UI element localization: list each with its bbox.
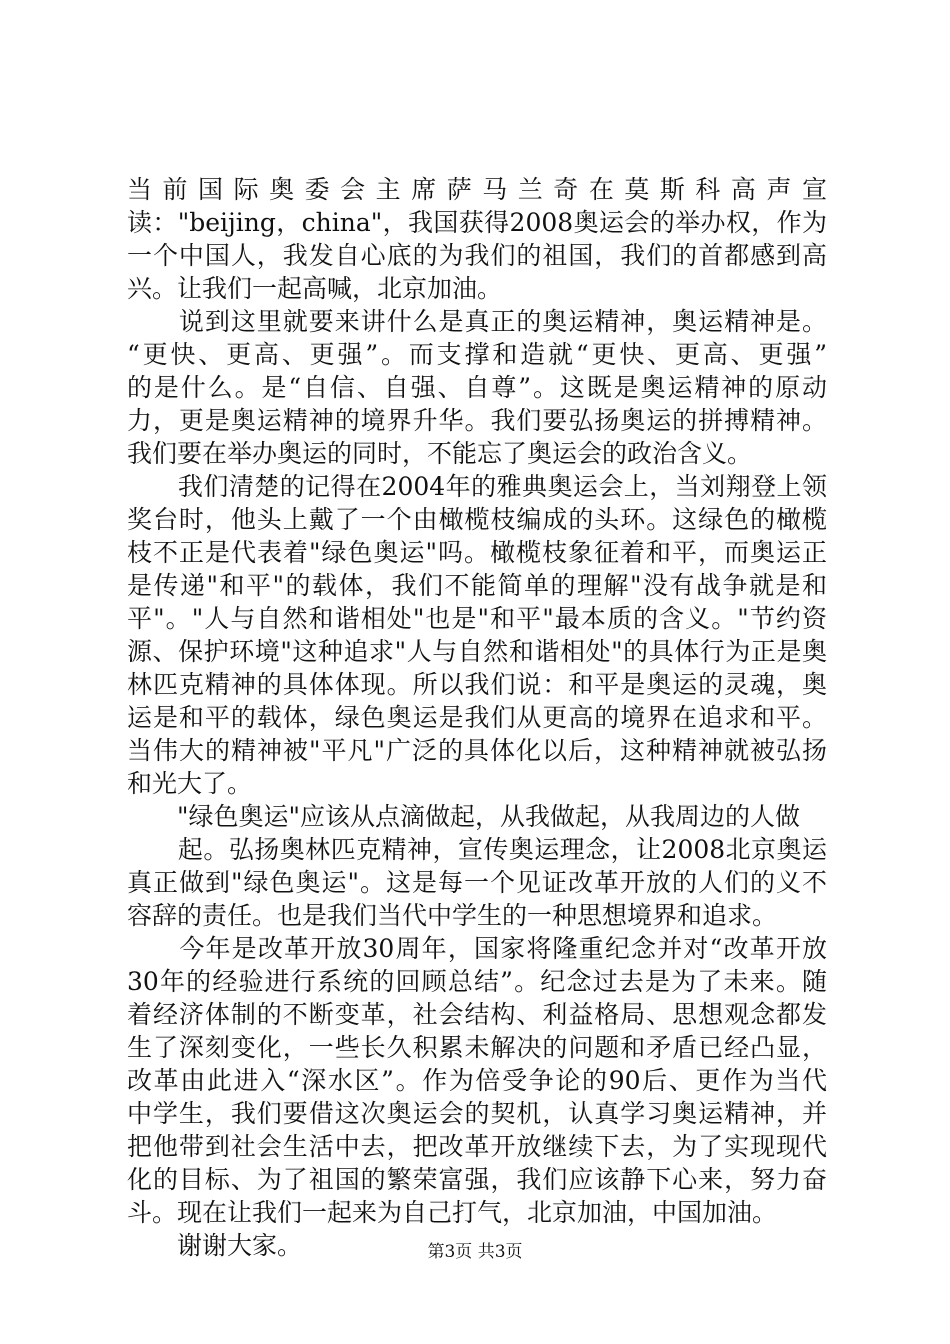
text-line: 容辞的责任。也是我们当代中学生的一种思想境界和追求。 [127, 901, 778, 930]
text-line: 今年是改革开放30周年，国家将隆重纪念并对“改革开放 [127, 934, 827, 963]
text-line: 谢谢大家。 [127, 1231, 303, 1260]
text-line: 真正做到"绿色奥运"。这是每一个见证改革开放的人们的义不 [127, 868, 827, 897]
text-line: 中学生，我们要借这次奥运会的契机，认真学习奥运精神，并 [127, 1099, 827, 1128]
text-line: 力，更是奥运精神的境界升华。我们要弘扬奥运的拼搏精神。 [127, 406, 827, 435]
text-line: 我们清楚的记得在2004年的雅典奥运会上，当刘翔登上领 [127, 472, 827, 501]
text-line: 源、保护环境"这种追求"人与自然和谐相处"的具体行为正是奥 [127, 637, 827, 666]
text-line: 奖台时，他头上戴了一个由橄榄枝编成的头环。这绿色的橄榄 [127, 505, 827, 534]
text-line: "绿色奥运"应该从点滴做起，从我做起，从我周边的人做 [127, 802, 801, 831]
text-line: 改革由此进入“深水区”。作为倍受争论的90后、更作为当代 [127, 1066, 827, 1095]
text-line: 的是什么。是“自信、自强、自尊”。这既是奥运精神的原动 [127, 373, 827, 402]
text-line: 化的目标、为了祖国的繁荣富强，我们应该静下心来，努力奋 [127, 1165, 827, 1194]
text-line: 是传递"和平"的载体，我们不能简单的理解"没有战争就是和 [127, 571, 827, 600]
text-line: 30年的经验进行系统的回顾总结”。纪念过去是为了未来。随 [127, 967, 827, 996]
text-line: 一个中国人，我发自心底的为我们的祖国，我们的首都感到高 [127, 241, 827, 270]
page-footer: 第3页 共3页 [427, 1242, 523, 1262]
text-line: 把他带到社会生活中去，把改革开放继续下去，为了实现现代 [127, 1132, 827, 1161]
text-line: 说到这里就要来讲什么是真正的奥运精神，奥运精神是。 [127, 307, 827, 336]
text-line: 读："beijing，china"，我国获得2008奥运会的举办权，作为 [127, 208, 827, 237]
text-line: 我们要在举办奥运的同时，不能忘了奥运会的政治含义。 [127, 439, 753, 468]
text-line: 斗。现在让我们一起来为自己打气，北京加油，中国加油。 [127, 1198, 778, 1227]
text-line: 着经济体制的不断变革，社会结构、利益格局、思想观念都发 [127, 1000, 827, 1029]
text-line: 林匹克精神的具体体现。所以我们说：和平是奥运的灵魂，奥 [127, 670, 827, 699]
document-body [127, 173, 827, 1262]
text-line: 起。弘扬奥林匹克精神，宣传奥运理念，让2008北京奥运 [127, 835, 827, 864]
text-line: “更快、更高、更强”。而支撑和造就“更快、更高、更强” [127, 340, 827, 369]
text-line: 运是和平的载体，绿色奥运是我们从更高的境界在追求和平。 [127, 703, 827, 732]
text-line: 当前国际奥委会主席萨马兰奇在莫斯科高声宣 [127, 175, 827, 204]
text-line: 生了深刻变化，一些长久积累未解决的问题和矛盾已经凸显， [127, 1033, 827, 1062]
text-line: 和光大了。 [127, 769, 253, 798]
text-line: 枝不正是代表着"绿色奥运"吗。橄榄枝象征着和平，而奥运正 [127, 538, 827, 567]
text-line: 当伟大的精神被"平凡"广泛的具体化以后，这种精神就被弘扬 [127, 736, 827, 765]
text-line: 平"。"人与自然和谐相处"也是"和平"最本质的含义。"节约资 [127, 604, 827, 633]
text-line: 兴。让我们一起高喊，北京加油。 [127, 274, 503, 303]
